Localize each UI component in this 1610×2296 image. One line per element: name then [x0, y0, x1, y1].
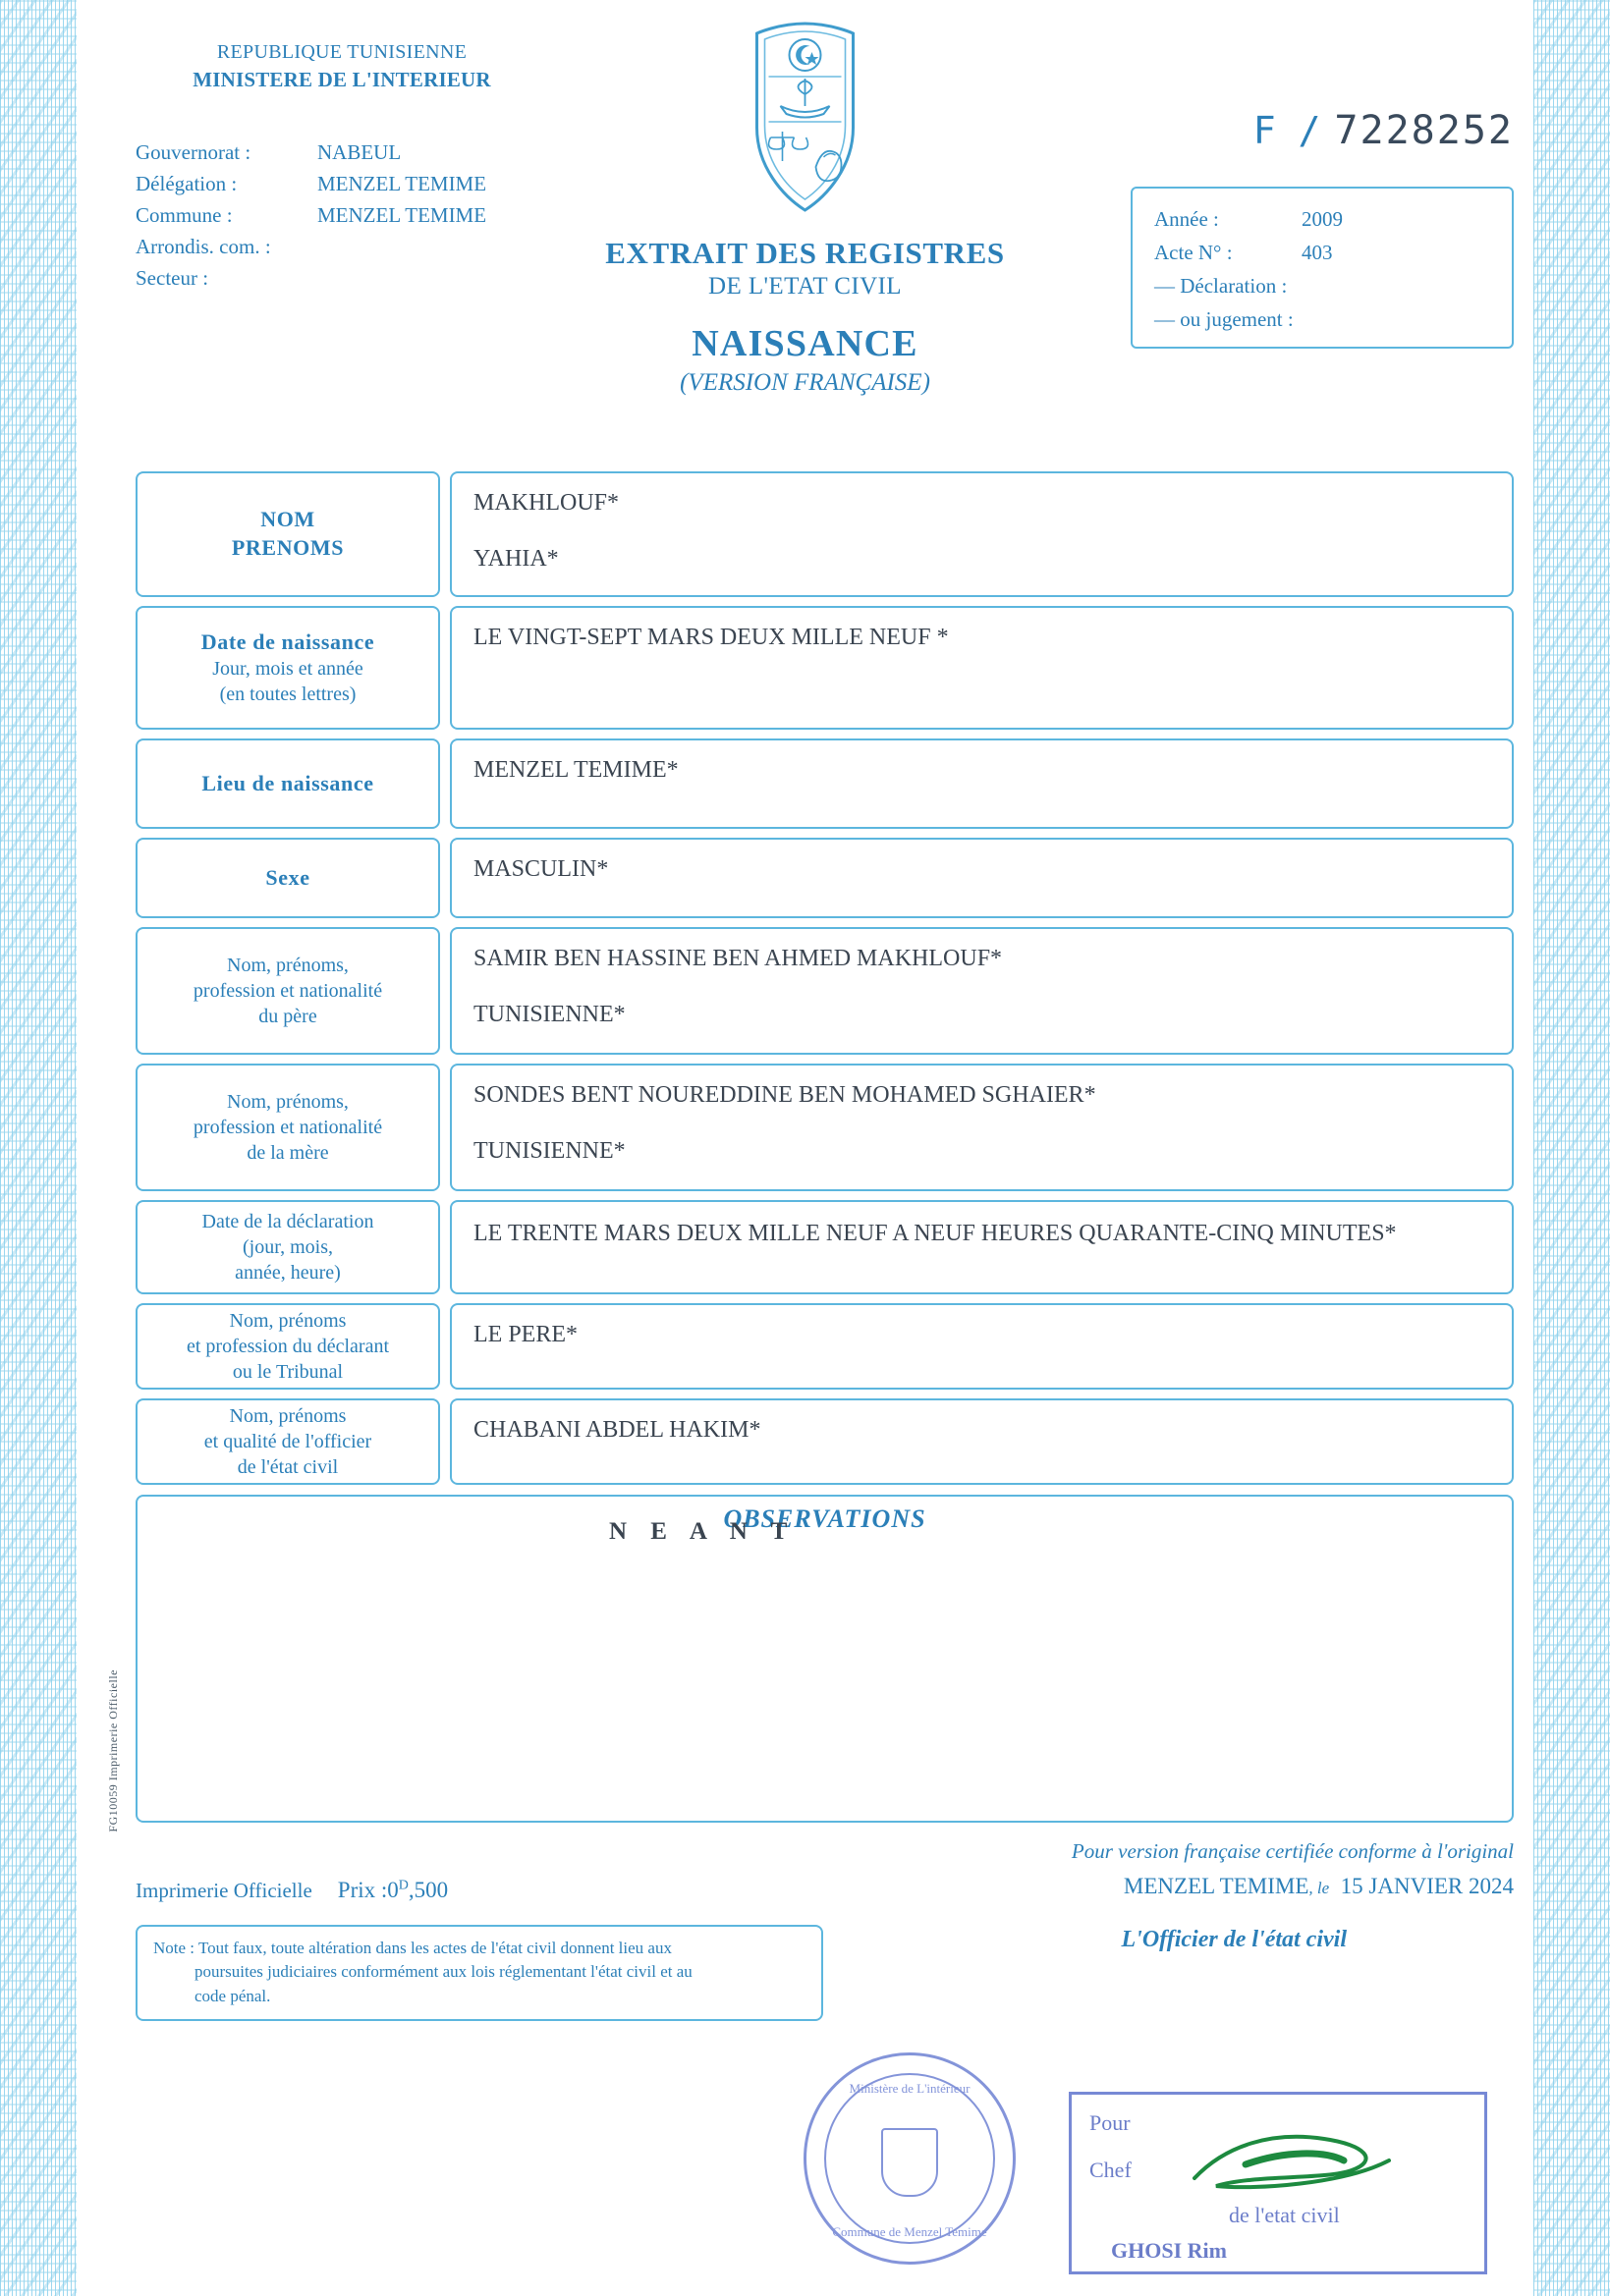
- printer-name: Imprimerie Officielle: [136, 1878, 312, 1902]
- label-mother-line2: profession et nationalité: [193, 1117, 383, 1138]
- label-father-line2: profession et nationalité: [193, 980, 383, 1002]
- act-info-box: [1131, 187, 1514, 349]
- label-declaration-line2: (jour, mois,: [243, 1236, 333, 1258]
- price-decimal: ,500: [408, 1877, 449, 1902]
- act-label-declaration: — Déclaration :: [1154, 274, 1288, 299]
- admin-row-gouvernorat: [136, 137, 486, 169]
- printing-code: FG10059 Imprimerie Officielle: [106, 1669, 120, 1832]
- title-version: (VERSION FRANÇAISE): [680, 369, 930, 396]
- admin-label-secteur: Secteur :: [136, 265, 209, 290]
- title-type: NAISSANCE: [692, 323, 918, 364]
- note-line1: Tout faux, toute altération dans les actes de l'état civil donnent lieu aux: [197, 1938, 672, 1957]
- observations-box: [136, 1495, 1514, 1823]
- admin-row-arrondissement: [136, 232, 486, 263]
- field-label-declarant: [136, 1303, 440, 1390]
- admin-label-arrondissement: Arrondis. com. :: [136, 234, 271, 258]
- republic-heading: [175, 39, 509, 93]
- label-declarant-line2: et profession du déclarant: [186, 1336, 390, 1357]
- label-date-naissance-sub2: (en toutes lettres): [219, 683, 357, 706]
- rect-stamp-line4: GHOSI Rim: [1111, 2238, 1227, 2263]
- observations-title: OBSERVATIONS: [723, 1504, 926, 1533]
- field-label-declaration-date: [136, 1200, 440, 1294]
- field-value-declaration-date: LE TRENTE MARS DEUX MILLE NEUF A NEUF HEURES QUARANTE-CINQ MINUTES*: [450, 1200, 1514, 1294]
- act-row-numero: [1154, 236, 1490, 269]
- field-row-birth-place: [136, 738, 1514, 829]
- decorative-border-left: [0, 0, 77, 2296]
- conformity-block: [1072, 1836, 1514, 1903]
- document-footer: [136, 1836, 1514, 2021]
- document-header: [77, 0, 1533, 442]
- administrative-info: [136, 137, 486, 295]
- issue-date: 15 JANVIER 2024: [1340, 1874, 1514, 1899]
- record-fields: [136, 471, 1514, 1823]
- field-value-mother: [450, 1064, 1514, 1191]
- document-page: [77, 0, 1533, 2296]
- label-lieu-naissance: Lieu de naissance: [201, 770, 374, 795]
- label-declaration-line1: Date de la déclaration: [201, 1211, 374, 1232]
- ministry-name: MINISTERE DE L'INTERIEUR: [193, 68, 491, 91]
- round-stamp-top-text: Ministère de L'intérieur: [849, 2081, 971, 2096]
- field-label-birth-place: [136, 738, 440, 829]
- act-row-annee: [1154, 202, 1490, 236]
- admin-label-gouvernorat: Gouvernorat :: [136, 140, 251, 164]
- value-nom: MAKHLOUF*: [473, 490, 620, 516]
- label-date-naissance: Date de naissance: [200, 629, 375, 654]
- official-round-stamp: [804, 2052, 1016, 2265]
- label-officer-line1: Nom, prénoms: [229, 1405, 347, 1427]
- label-prenoms: PRENOMS: [231, 535, 345, 560]
- label-declarant-line1: Nom, prénoms: [229, 1310, 347, 1332]
- field-row-declarant: [136, 1303, 1514, 1390]
- field-label-sex: [136, 838, 440, 918]
- field-row-name: [136, 471, 1514, 597]
- price-block: [338, 1878, 448, 1903]
- note-line2: poursuites judiciaires conformément aux lois réglementant l'état civil et au: [194, 1962, 693, 1982]
- officer-signature-title: L'Officier de l'état civil: [1121, 1926, 1347, 1952]
- rect-stamp-line3: de l'etat civil: [1229, 2203, 1340, 2227]
- serial-prefix: F /: [1252, 109, 1321, 152]
- field-label-name: [136, 471, 440, 597]
- label-officer-line2: et qualité de l'officier: [203, 1431, 372, 1452]
- admin-row-delegation: [136, 169, 486, 200]
- value-mother-name: SONDES BENT NOUREDDINE BEN MOHAMED SGHAIER*: [473, 1082, 1096, 1108]
- admin-value-delegation: MENZEL TEMIME: [317, 171, 487, 195]
- field-row-birth-date: [136, 606, 1514, 730]
- label-nom: NOM: [260, 507, 315, 532]
- field-row-mother: [136, 1064, 1514, 1191]
- printer-info: [136, 1878, 448, 1903]
- label-mother-line3: de la mère: [247, 1142, 329, 1164]
- field-row-declaration-date: [136, 1200, 1514, 1294]
- label-mother-line1: Nom, prénoms,: [227, 1091, 349, 1113]
- admin-row-commune: [136, 200, 486, 232]
- rect-stamp-line1: Pour: [1089, 2110, 1131, 2135]
- price-value: 0: [387, 1877, 399, 1902]
- note-line3: code pénal.: [194, 1987, 271, 2006]
- round-stamp-bottom-text: Commune de Menzel Temime: [832, 2224, 987, 2239]
- republic-name: REPUBLIQUE TUNISIENNE: [216, 41, 468, 63]
- label-sexe: Sexe: [265, 864, 310, 890]
- act-label-numero: Acte N° :: [1154, 241, 1233, 265]
- round-stamp-shield-icon: [881, 2128, 938, 2197]
- value-mother-nationality: TUNISIENNE*: [473, 1138, 626, 1165]
- label-declaration-line3: année, heure): [235, 1262, 341, 1284]
- field-row-father: [136, 927, 1514, 1055]
- field-value-birth-date: LE VINGT-SEPT MARS DEUX MILLE NEUF *: [450, 606, 1514, 730]
- field-value-declarant: LE PERE*: [450, 1303, 1514, 1390]
- label-father-line3: du père: [258, 1006, 317, 1027]
- field-row-sex: [136, 838, 1514, 918]
- admin-label-commune: Commune :: [136, 202, 233, 227]
- field-label-birth-date: [136, 606, 440, 730]
- note-label: Note :: [153, 1938, 195, 1957]
- document-title-block: [462, 236, 1149, 397]
- admin-value-gouvernorat: NABEUL: [317, 140, 402, 164]
- serial-number-block: [1253, 108, 1514, 153]
- act-row-declaration: [1154, 269, 1490, 302]
- admin-value-commune: MENZEL TEMIME: [317, 202, 487, 227]
- legal-note-box: [136, 1925, 823, 2021]
- field-value-civil-officer: CHABANI ABDEL HAKIM*: [450, 1398, 1514, 1485]
- act-label-annee: Année :: [1154, 207, 1219, 231]
- coat-of-arms-icon: [739, 20, 871, 216]
- field-value-sex: MASCULIN*: [450, 838, 1514, 918]
- value-father-nationality: TUNISIENNE*: [473, 1002, 626, 1028]
- act-value-numero: 403: [1302, 241, 1333, 265]
- field-label-father: [136, 927, 440, 1055]
- label-declarant-line3: ou le Tribunal: [232, 1361, 344, 1383]
- observations-value: N E A N T: [609, 1518, 797, 1545]
- serial-number: 7228252: [1334, 108, 1514, 153]
- label-father-line1: Nom, prénoms,: [227, 955, 349, 976]
- title-sub: DE L'ETAT CIVIL: [708, 273, 902, 300]
- decorative-border-right: [1533, 0, 1610, 2296]
- field-label-civil-officer: [136, 1398, 440, 1485]
- act-label-jugement: — ou jugement :: [1154, 307, 1294, 332]
- value-prenoms: YAHIA*: [473, 546, 559, 573]
- place-and-date: [1072, 1870, 1514, 1902]
- admin-row-secteur: [136, 263, 486, 295]
- title-main: EXTRAIT DES REGISTRES: [605, 236, 1005, 270]
- field-label-mother: [136, 1064, 440, 1191]
- label-date-naissance-sub1: Jour, mois et année: [212, 658, 363, 681]
- label-officer-line3: de l'état civil: [237, 1456, 339, 1478]
- field-value-birth-place: MENZEL TEMIME*: [450, 738, 1514, 829]
- conformity-statement: Pour version française certifiée conforme à l'original: [1071, 1839, 1514, 1863]
- rect-stamp-line2: Chef: [1089, 2158, 1132, 2182]
- field-row-civil-officer: [136, 1398, 1514, 1485]
- footer-top-row: [136, 1836, 1514, 1903]
- price-label: Prix :: [337, 1877, 388, 1902]
- price-currency: D: [398, 1878, 409, 1893]
- admin-label-delegation: Délégation :: [136, 171, 238, 195]
- field-value-father: [450, 927, 1514, 1055]
- act-value-annee: 2009: [1302, 207, 1343, 231]
- act-row-jugement: [1154, 302, 1490, 336]
- handwritten-signature: [1187, 2121, 1413, 2210]
- date-connector: , le: [1308, 1879, 1330, 1898]
- value-father-name: SAMIR BEN HASSINE BEN AHMED MAKHLOUF*: [473, 946, 1003, 971]
- issue-place: MENZEL TEMIME: [1123, 1874, 1309, 1899]
- field-value-name: [450, 471, 1514, 597]
